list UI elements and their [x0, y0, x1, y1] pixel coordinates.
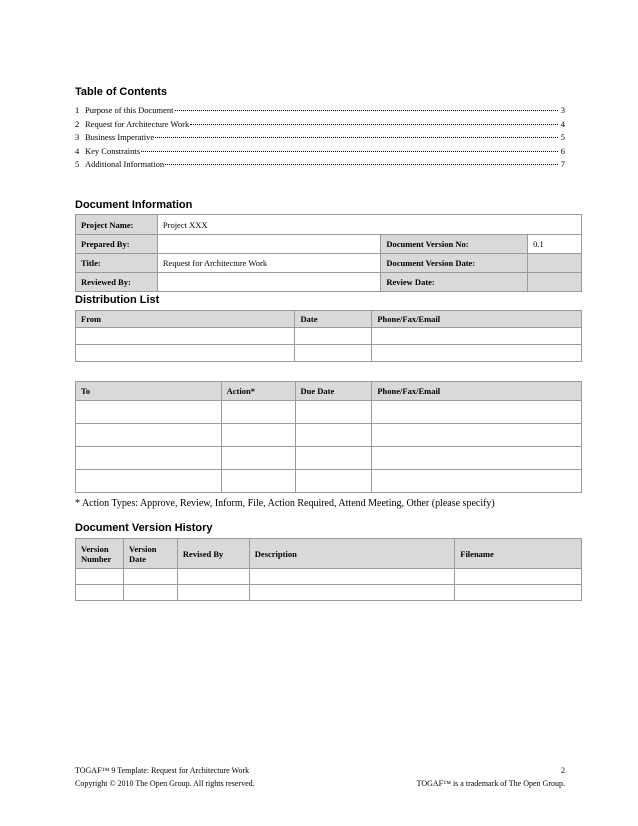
document-version-no-label: Document Version No:	[381, 235, 528, 254]
project-name-value[interactable]: Project XXX	[157, 215, 581, 235]
footer-page-number: 2	[561, 766, 565, 775]
table-row	[76, 235, 582, 254]
toc-item-page: 6	[560, 145, 565, 156]
table-of-contents	[75, 104, 565, 172]
prepared-by-label: Prepared By:	[76, 235, 158, 254]
toc-item-page: 5	[560, 132, 565, 142]
table-cell[interactable]	[76, 424, 222, 447]
title-value[interactable]: Request for Architecture Work	[157, 254, 380, 273]
distribution-list-heading: Distribution List	[75, 294, 160, 306]
page-footer	[75, 764, 565, 790]
toc-leader-dots	[190, 124, 558, 125]
table-cell[interactable]	[372, 345, 582, 362]
column-header-contact: Phone/Fax/Email	[372, 311, 582, 328]
toc-item-number: 1	[75, 105, 80, 115]
header-line: Number	[81, 553, 112, 564]
toc-item[interactable]	[75, 104, 565, 118]
version-history-table	[75, 538, 582, 601]
table-cell[interactable]	[76, 447, 222, 470]
header-line: Version	[128, 543, 157, 554]
table-cell[interactable]	[455, 585, 582, 601]
table-cell[interactable]	[76, 328, 295, 345]
document-version-no-value[interactable]: 0.1	[528, 235, 582, 254]
table-cell[interactable]	[249, 585, 454, 601]
table-cell[interactable]	[295, 345, 372, 362]
table-cell[interactable]	[76, 345, 295, 362]
table-cell[interactable]	[249, 569, 454, 585]
toc-item-title: Key Constraints	[85, 145, 141, 156]
footer-copyright: Copyright © 2010 The Open Group. All rights reserved.	[75, 779, 255, 788]
table-cell[interactable]	[372, 328, 582, 345]
footer-template-name: TOGAF™ 9 Template: Request for Architecture Work	[75, 766, 250, 775]
table-row	[76, 424, 582, 447]
table-cell[interactable]	[123, 569, 177, 585]
table-row	[76, 401, 582, 424]
document-information-heading: Document Information	[75, 199, 193, 211]
column-header-to: To	[76, 382, 222, 401]
column-header-from: From	[76, 311, 295, 328]
toc-leader-dots	[141, 151, 558, 152]
document-version-date-label: Document Version Date:	[381, 254, 528, 273]
column-header-version-number	[76, 539, 124, 569]
column-header-action: Action*	[221, 382, 295, 401]
header-line: Date	[128, 553, 146, 564]
column-header-version-date	[123, 539, 177, 569]
document-information-table	[75, 214, 582, 292]
table-cell[interactable]	[221, 470, 295, 493]
toc-leader-dots	[165, 164, 558, 165]
column-header-filename: Filename	[455, 539, 582, 569]
distribution-from-table	[75, 310, 582, 362]
table-cell[interactable]	[295, 401, 372, 424]
project-name-label: Project Name:	[76, 215, 158, 235]
column-header-due-date: Due Date	[295, 382, 372, 401]
toc-item-number: 3	[75, 132, 80, 142]
toc-item-title: Business Imperative	[85, 132, 155, 142]
table-row	[76, 470, 582, 493]
table-cell[interactable]	[295, 424, 372, 447]
reviewed-by-value[interactable]	[157, 273, 380, 292]
review-date-label: Review Date:	[381, 273, 528, 292]
table-row	[76, 585, 582, 601]
table-cell[interactable]	[295, 328, 372, 345]
document-version-date-value[interactable]	[528, 254, 582, 273]
toc-item-number: 5	[75, 159, 80, 169]
column-header-contact: Phone/Fax/Email	[372, 382, 582, 401]
review-date-value[interactable]	[528, 273, 582, 292]
table-header-row	[76, 311, 582, 328]
prepared-by-value[interactable]	[157, 235, 380, 254]
table-row	[76, 273, 582, 292]
toc-item[interactable]	[75, 118, 565, 132]
table-cell[interactable]	[372, 447, 582, 470]
table-cell[interactable]	[123, 585, 177, 601]
table-cell[interactable]	[295, 470, 372, 493]
table-cell[interactable]	[455, 569, 582, 585]
toc-item[interactable]	[75, 131, 565, 145]
header-line: Version	[81, 543, 109, 554]
toc-item-number: 4	[75, 145, 80, 156]
footer-trademark: TOGAF™ is a trademark of The Open Group.	[416, 779, 565, 788]
table-cell[interactable]	[76, 470, 222, 493]
column-header-date: Date	[295, 311, 372, 328]
toc-leader-dots	[175, 110, 558, 111]
table-cell[interactable]	[221, 401, 295, 424]
table-cell[interactable]	[76, 585, 124, 601]
column-header-revised-by: Revised By	[177, 539, 249, 569]
toc-item-page: 7	[560, 159, 565, 169]
table-cell[interactable]	[177, 585, 249, 601]
table-cell[interactable]	[221, 447, 295, 470]
toc-leader-dots	[155, 137, 558, 138]
table-row	[76, 569, 582, 585]
version-history-heading: Document Version History	[75, 522, 213, 534]
toc-item[interactable]	[75, 145, 565, 159]
table-row	[76, 328, 582, 345]
table-row	[76, 345, 582, 362]
table-cell[interactable]	[177, 569, 249, 585]
toc-item-page: 4	[560, 118, 565, 129]
table-cell[interactable]	[295, 447, 372, 470]
column-header-description: Description	[249, 539, 454, 569]
toc-item-title: Purpose of this Document	[85, 105, 174, 115]
table-cell[interactable]	[76, 569, 124, 585]
toc-item[interactable]	[75, 158, 565, 172]
title-label: Title:	[76, 254, 158, 273]
table-cell[interactable]	[76, 401, 222, 424]
toc-item-title: Request for Architecture Work	[85, 118, 190, 129]
table-row	[76, 447, 582, 470]
table-cell[interactable]	[372, 470, 582, 493]
table-row	[76, 215, 582, 235]
table-cell[interactable]	[372, 424, 582, 447]
table-row	[76, 254, 582, 273]
distribution-to-table	[75, 381, 582, 493]
table-cell[interactable]	[221, 424, 295, 447]
table-cell[interactable]	[372, 401, 582, 424]
toc-heading: Table of Contents	[75, 86, 168, 98]
toc-item-page: 3	[560, 105, 565, 115]
action-types-note: * Action Types: Approve, Review, Inform, File, Action Required, Attend Meeting, Other (please specify)	[75, 498, 495, 509]
toc-item-number: 2	[75, 118, 80, 129]
table-header-row	[76, 382, 582, 401]
reviewed-by-label: Reviewed By:	[76, 273, 158, 292]
toc-item-title: Additional Information	[85, 159, 165, 169]
table-header-row	[76, 539, 582, 569]
